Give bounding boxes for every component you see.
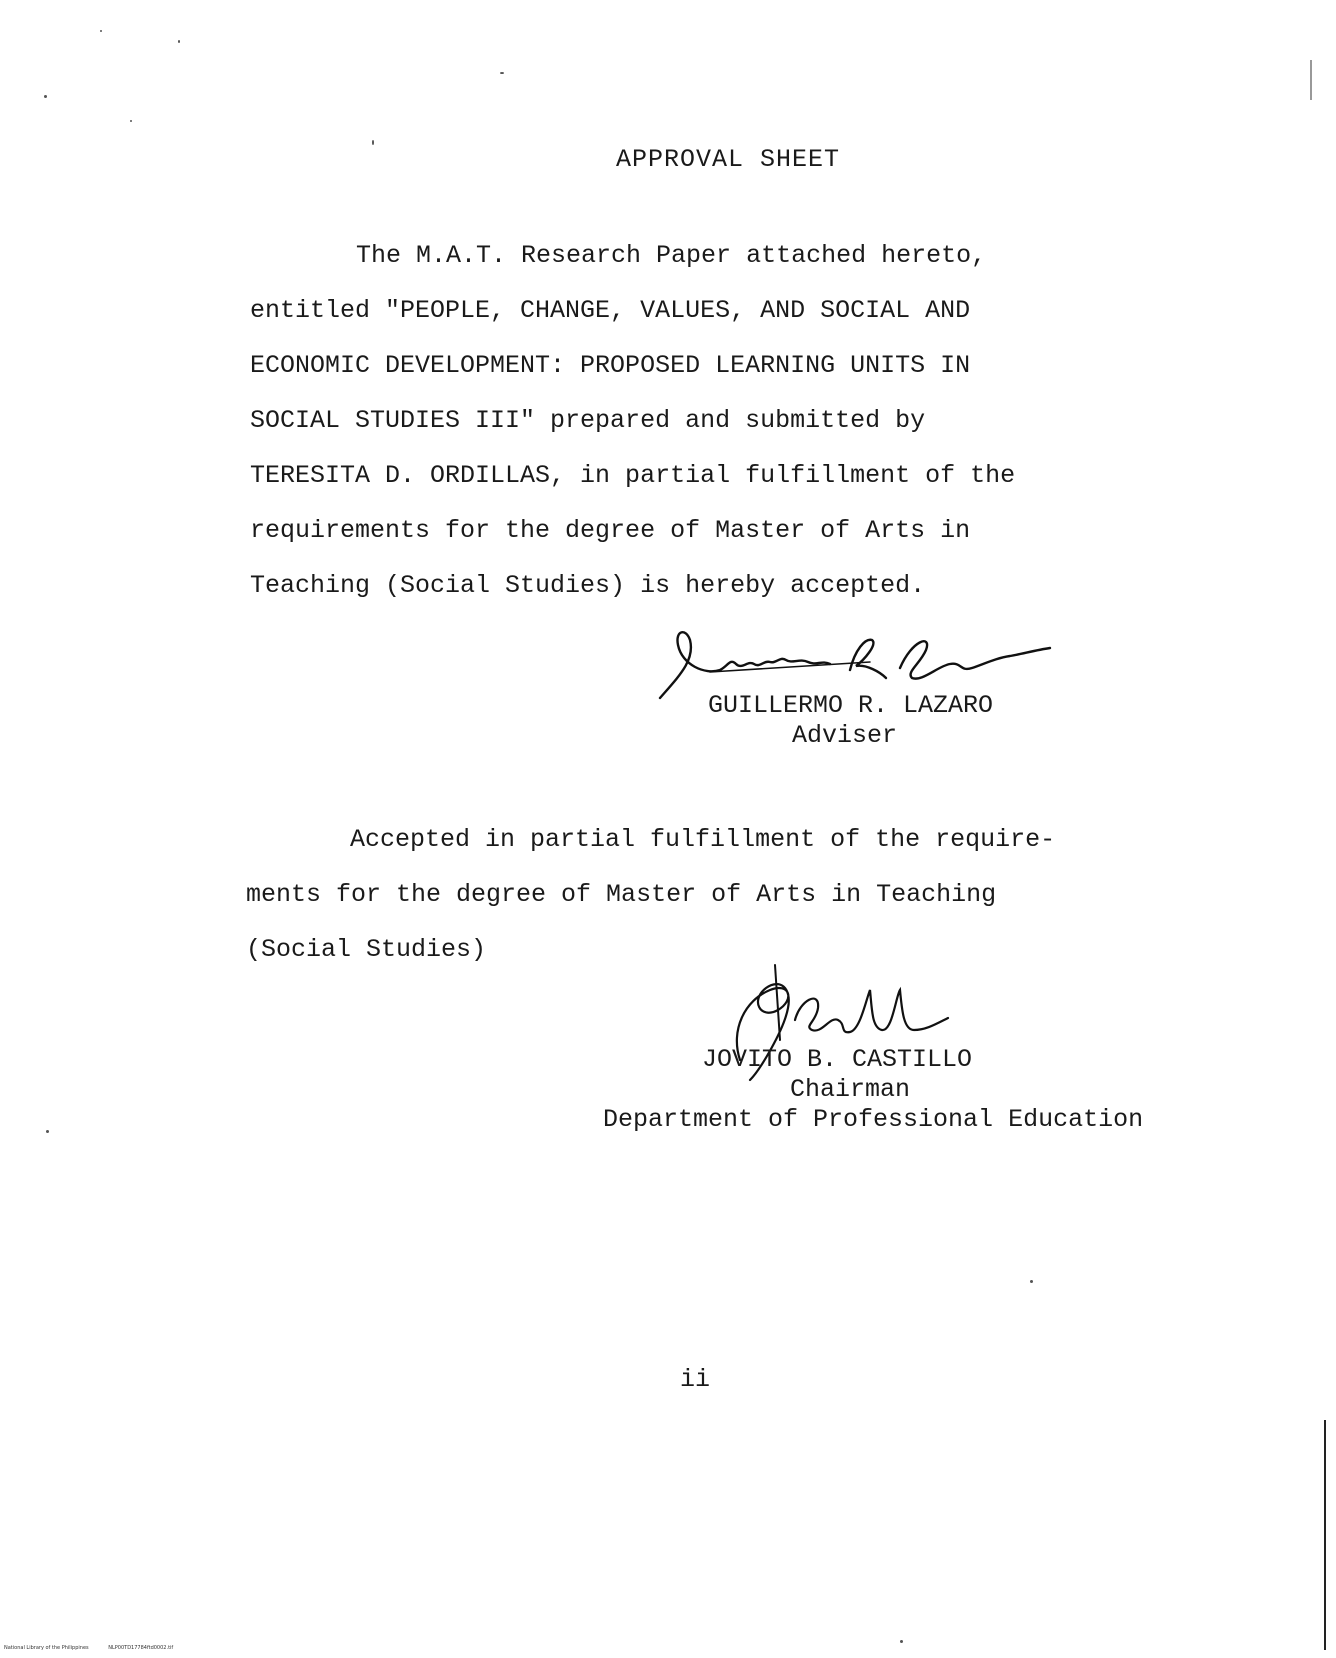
approval-line-3: ECONOMIC DEVELOPMENT: PROPOSED LEARNING UNITS IN [250, 351, 971, 380]
chairman-name: JOVITO B. CASTILLO [702, 1045, 973, 1074]
adviser-name: GUILLERMO R. LAZARO [708, 691, 994, 720]
approval-line-1: The M.A.T. Research Paper attached hereto, [356, 241, 987, 270]
approval-line-6: requirements for the degree of Master of Arts in [250, 516, 971, 545]
scan-edge-line [1324, 1420, 1326, 1650]
scan-speck [100, 30, 102, 32]
scan-speck [1030, 1280, 1033, 1283]
approval-line-7: Teaching (Social Studies) is hereby accepted. [250, 571, 926, 600]
approval-line-4: SOCIAL STUDIES III" prepared and submitted by [250, 406, 926, 435]
scan-speck [900, 1640, 903, 1643]
chairman-role: Chairman [790, 1075, 911, 1104]
footer-library: National Library of the Philippines [4, 1645, 89, 1651]
approval-line-5: TERESITA D. ORDILLAS, in partial fulfillment of the [250, 461, 1016, 490]
chairman-department: Department of Professional Education [603, 1105, 1144, 1134]
scan-speck [178, 40, 180, 43]
scan-speck [372, 140, 374, 145]
scan-speck [130, 120, 132, 122]
approval-paragraph [250, 228, 1015, 613]
scan-speck [1310, 60, 1312, 100]
scan-footer [4, 1645, 191, 1651]
scan-speck [44, 95, 47, 98]
adviser-role: Adviser [792, 721, 898, 750]
page-title: APPROVAL SHEET [615, 145, 841, 174]
scan-speck [46, 1130, 49, 1133]
acceptance-line-1: Accepted in partial fulfillment of the require- [350, 825, 1056, 854]
scan-speck [500, 72, 504, 74]
page-number: ii [680, 1365, 711, 1394]
approval-line-2: entitled "PEOPLE, CHANGE, VALUES, AND SOCIAL AND [250, 296, 971, 325]
acceptance-line-2: ments for the degree of Master of Arts in Teaching [246, 880, 997, 909]
footer-file: NLP00TD17784ftd0002.tif [108, 1645, 174, 1651]
acceptance-line-3: (Social Studies) [246, 935, 487, 964]
acceptance-paragraph [246, 812, 1055, 977]
